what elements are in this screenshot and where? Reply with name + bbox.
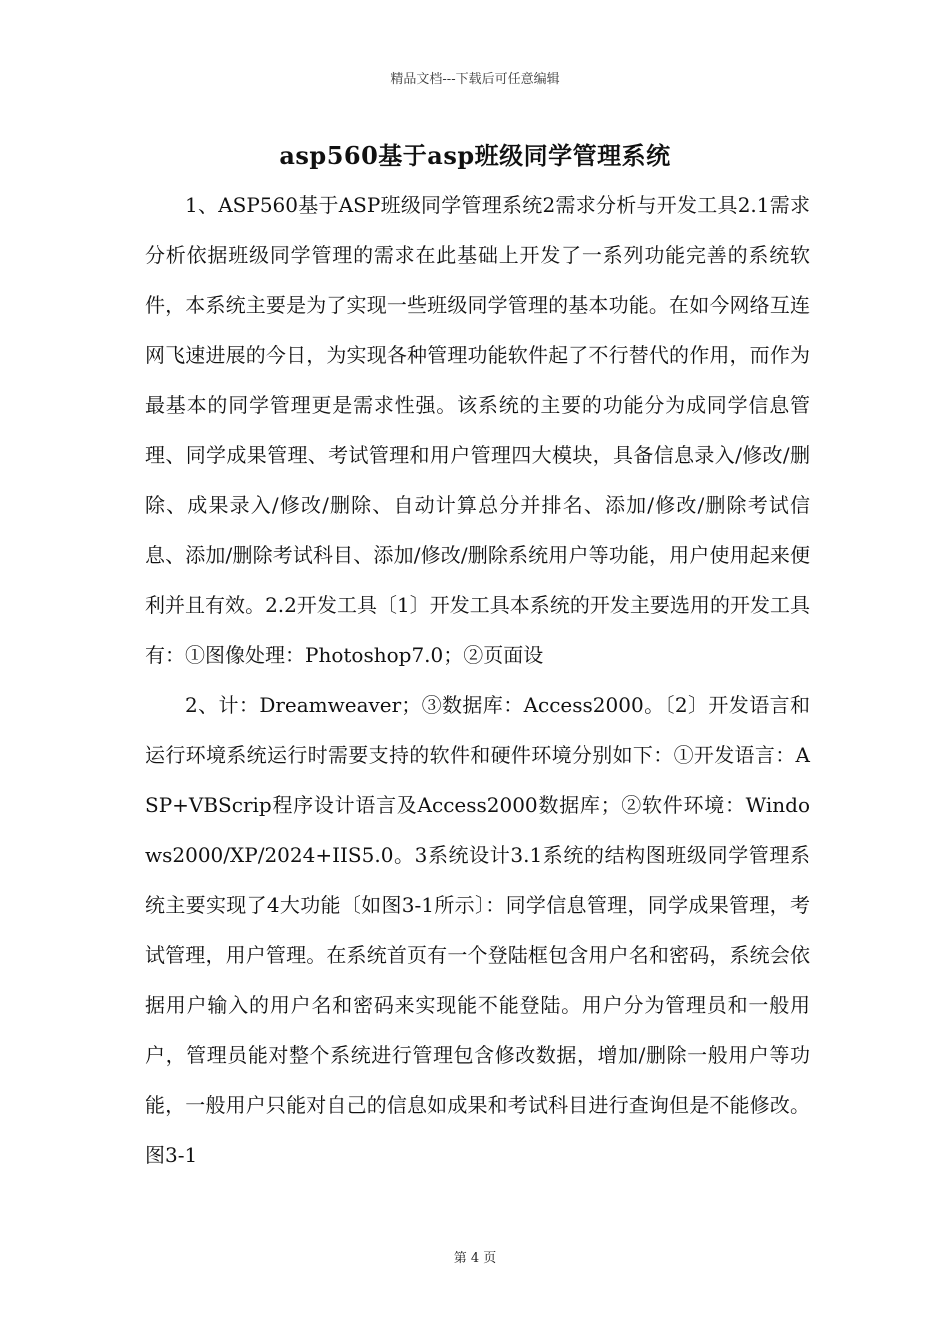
paragraph-2: 2、计：Dreamweaver；③数据库：Access2000。〔2〕开发语言和运行环境系统运行时需要支持的软件和硬件环境分别如下：①开发语言：ASP+VBScrip程序设计语言及Access2000数据库；②软件环境：Windows2000/XP/2024+IIS5.0。3系统设计3.1系统的结构图班级同学管理系统主要实现了4大功能〔如图3-1所示〕：同学信息管理，同学成果管理，考试管理，用户管理。在系统首页有一个登陆框包含用户名和密码，系统会依据用户输入的用户名和密码来实现能不能登陆。用户分为管理员和一般用户，管理员能对整个系统进行管理包含修改数据，增加/删除一般用户等功能，一般用户只能对自己的信息如成果和考试科目进行查询但是不能修改。图3-1 <box>145 693 810 1167</box>
paragraph-1: 1、ASP560基于ASP班级同学管理系统2需求分析与开发工具2.1需求分析依据班级同学管理的需求在此基础上开发了一系列功能完善的系统软件，本系统主要是为了实现一些班级同学管理的基本功能。在如今网络互连网飞速进展的今日，为实现各种管理功能软件起了不行替代的作用，而作为最基本的同学管理更是需求性强。该系统的主要的功能分为成同学信息管理、同学成果管理、考试管理和用户管理四大模块，具备信息录入/修改/删除、成果录入/修改/删除、自动计算总分并排名、添加/修改/删除考试信息、添加/删除考试科目、添加/修改/删除系统用户等功能，用户使用起来便利并且有效。2.2开发工具〔1〕开发工具本系统的开发主要选用的开发工具有：①图像处理：Photoshop7.0；②页面设 <box>145 193 810 667</box>
page-number: 第 4 页 <box>453 1251 497 1266</box>
page-header: 精品文档---下载后可任意编辑 <box>390 72 560 87</box>
document-title: asp560基于asp班级同学管理系统 <box>279 141 671 170</box>
document-body <box>145 180 810 1180</box>
